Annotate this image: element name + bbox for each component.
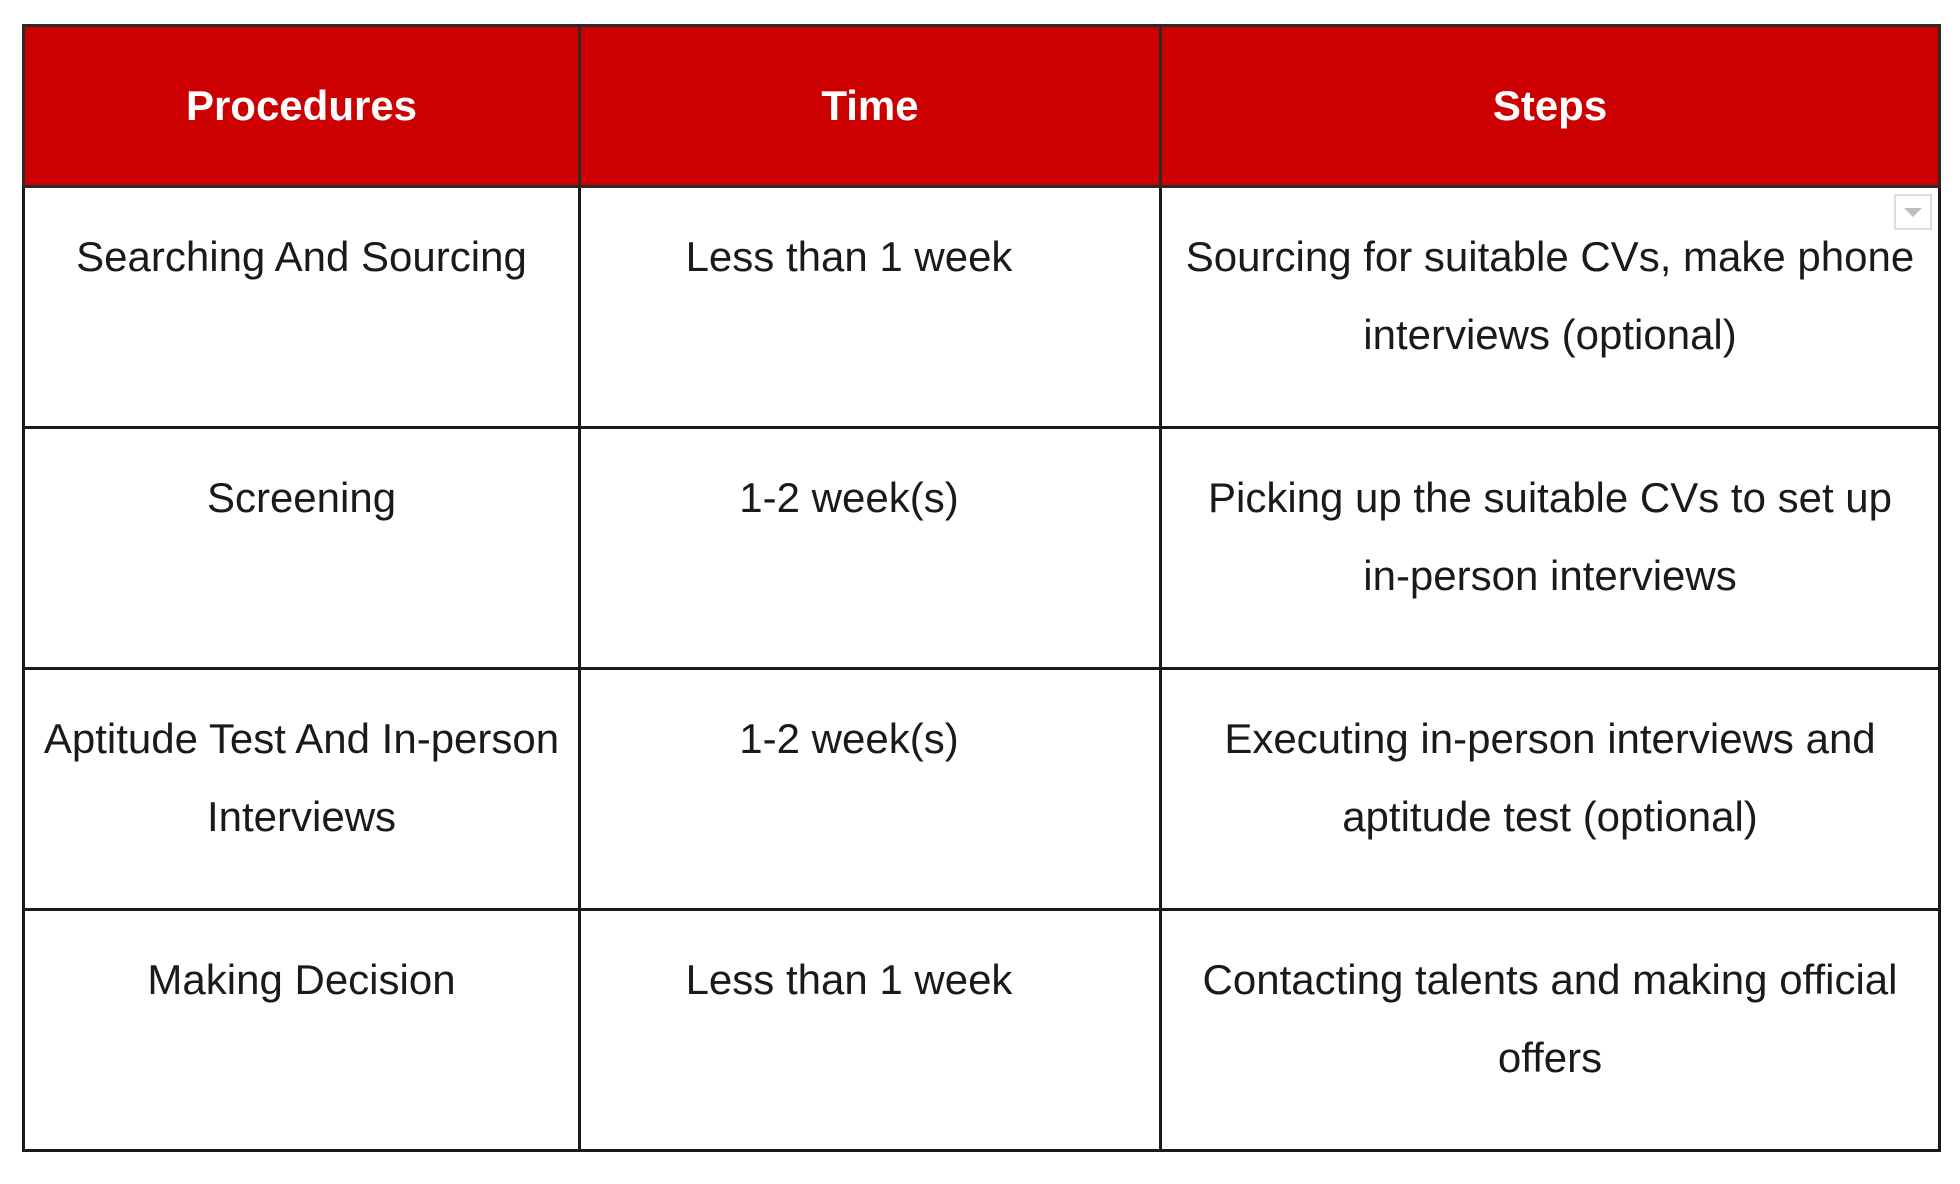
- procedure-cell: [24, 187, 580, 428]
- steps-text: Executing in-person interviews and aptitude test (optional): [1224, 715, 1876, 840]
- header-procedures: Procedures: [24, 26, 580, 187]
- time-text: Less than 1 week: [685, 956, 1013, 1003]
- procedure-cell: [24, 428, 580, 669]
- steps-text: Contacting talents and making official offers: [1202, 956, 1898, 1081]
- time-text: 1-2 week(s): [739, 715, 959, 762]
- header-row: [24, 26, 1940, 187]
- time-text: 1-2 week(s): [739, 474, 959, 521]
- procedure-text: Aptitude Test And In-person Interviews: [43, 715, 560, 840]
- procedure-cell: [24, 669, 580, 910]
- procedure-text: Searching And Sourcing: [76, 233, 527, 280]
- procedure-text: Screening: [206, 474, 397, 521]
- chevron-down-icon: [1904, 208, 1922, 217]
- steps-cell: [1161, 910, 1940, 1151]
- table-row: [24, 669, 1940, 910]
- time-text: Less than 1 week: [685, 233, 1013, 280]
- table-row: [24, 187, 1940, 428]
- steps-cell: [1161, 187, 1940, 428]
- cell-dropdown-button[interactable]: [1894, 194, 1932, 230]
- procedure-cell: [24, 910, 580, 1151]
- steps-text: Sourcing for suitable CVs, make phone interviews (optional): [1185, 233, 1915, 358]
- procedures-table-container: [22, 24, 1938, 1152]
- table-row: [24, 910, 1940, 1151]
- time-cell: [580, 428, 1161, 669]
- procedures-table: [22, 24, 1941, 1152]
- steps-cell: [1161, 428, 1940, 669]
- steps-text: Picking up the suitable CVs to set up in-person interviews: [1207, 474, 1893, 599]
- header-time: Time: [580, 26, 1161, 187]
- time-cell: [580, 910, 1161, 1151]
- time-cell: [580, 187, 1161, 428]
- table-row: [24, 428, 1940, 669]
- procedure-text: Making Decision: [147, 956, 456, 1003]
- steps-cell: [1161, 669, 1940, 910]
- time-cell: [580, 669, 1161, 910]
- header-steps: Steps: [1161, 26, 1940, 187]
